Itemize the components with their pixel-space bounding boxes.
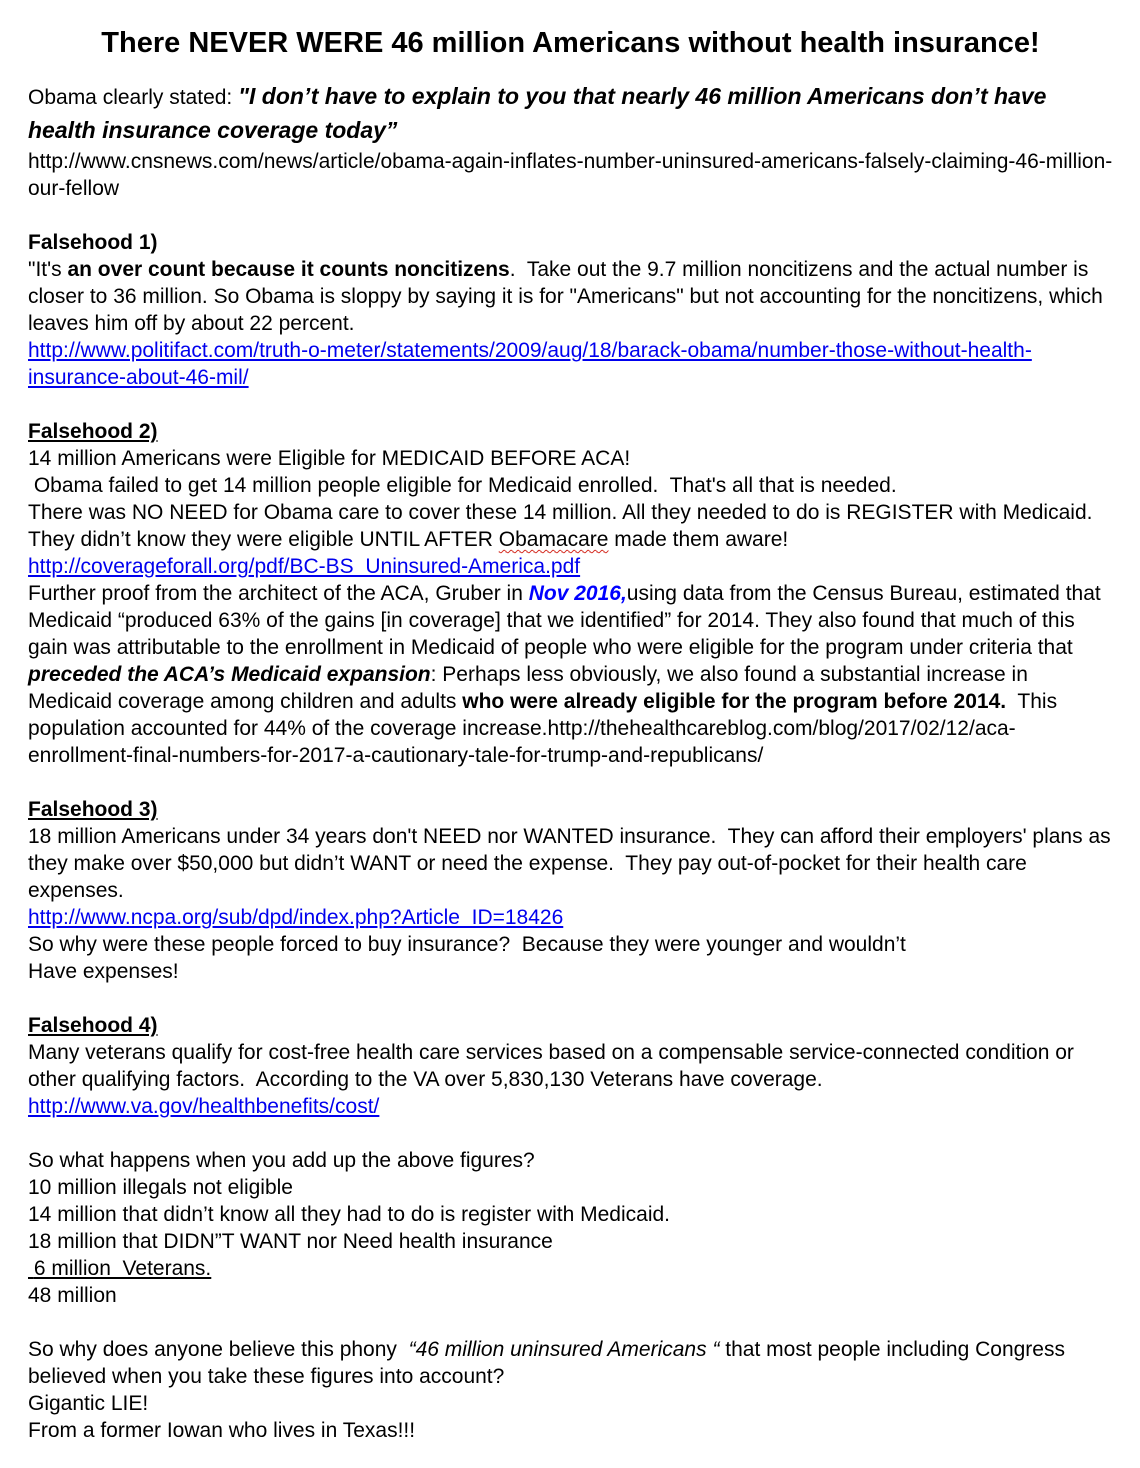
falsehood1-link-line xyxy=(28,337,1113,391)
intro-lead-text: Obama clearly stated: xyxy=(28,86,239,109)
falsehood2-link-line xyxy=(28,553,1113,580)
coverageforall-link[interactable]: http://coverageforall.org/pdf/BC-BS_Uninsured-America.pdf xyxy=(28,555,581,578)
falsehood4-heading: Falsehood 4) xyxy=(28,1014,158,1037)
summary-total: 48 million xyxy=(28,1284,117,1307)
summary-item-medicaid: 14 million that didn’t know all they had to do is register with Medicaid. xyxy=(28,1203,670,1226)
falsehood2-heading: Falsehood 2) xyxy=(28,420,158,443)
aca-expansion-bold-italic-run: preceded the ACA’s Medicaid expansion xyxy=(28,663,431,686)
intro-paragraph xyxy=(28,80,1113,148)
falsehood3-after-line2: Have expenses! xyxy=(28,960,179,983)
falsehood2-line2: Obama failed to get 14 million people eligible for Medicaid enrolled. That's all that is needed. xyxy=(28,474,897,497)
cnsnews-url-text: http://www.cnsnews.com/news/article/obama-again-inflates-number-uninsured-americans-falsely-claiming-46-million-our-fellow xyxy=(28,150,1113,200)
falsehood4-link-line xyxy=(28,1093,1113,1120)
summary-item-didnt-want: 18 million that DIDN”T WANT nor Need health insurance xyxy=(28,1230,553,1253)
falsehood3-link-line xyxy=(28,904,1113,931)
closing-lie-line: Gigantic LIE! xyxy=(28,1392,149,1415)
spacer xyxy=(28,391,1113,418)
falsehood2-line1: 14 million Americans were Eligible for MEDICAID BEFORE ACA! xyxy=(28,447,631,470)
summary-intro: So what happens when you add up the above figures? xyxy=(28,1149,535,1172)
ncpa-link[interactable]: http://www.ncpa.org/sub/dpd/index.php?Article_ID=18426 xyxy=(28,906,564,929)
spacer xyxy=(28,985,1113,1012)
falsehood2-further-paragraph: Further proof from the architect of the ACA, Gruber in Nov 2016,using data from the Census Bureau, estimated that Medicaid “produced 63% of the gains [in coverage] that we identified” for 2014. They also found that much of this gain was attributable to the enrollment in Medicaid of people who were eligible for the program under criteria that preceded the ACA’s Medicaid expansion: Perhaps less obviously, we also found a substantial increase in Medicaid coverage among children and adults who were already eligible for the program before 2014. This population accounted for 44% of the coverage increase.http://thehealthcareblog.com/blog/2017/02/12/aca-enrollment-final-numbers-for-2017-a-cautionary-tale-for-trump-and-republicans/ xyxy=(28,582,1107,767)
falsehood3-heading: Falsehood 3) xyxy=(28,798,158,821)
veterans-underlined-run: 6 million Veterans. xyxy=(28,1257,212,1280)
nov-2016-highlight: Nov 2016, xyxy=(528,582,627,605)
spacer xyxy=(28,769,1113,796)
closing-paragraph: So why does anyone believe this phony “46 million uninsured Americans “ that most people including Congress believed when you take these figures into account? xyxy=(28,1338,1071,1388)
obama-quote-text: "I don’t have to explain to you that nearly 46 million Americans don’t have health insurance coverage today” xyxy=(28,83,1053,143)
falsehood4-body: Many veterans qualify for cost-free health care services based on a compensable service-connected condition or other qualifying factors. According to the VA over 5,830,130 Veterans have coverage. xyxy=(28,1041,1080,1091)
falsehood1-bold-run: an over count because it counts noncitizens xyxy=(67,258,510,281)
politifact-link[interactable]: http://www.politifact.com/truth-o-meter/statements/2009/aug/18/barack-obama/number-those-without-health-insurance-about-46-mil/ xyxy=(28,339,1032,389)
falsehood3-body: 18 million Americans under 34 years don't NEED nor WANTED insurance. They can afford their employers' plans as they make over $50,000 but didn’t WANT or need the expense. They pay out-of-pocket for their health care expenses. xyxy=(28,825,1117,902)
va-link[interactable]: http://www.va.gov/healthbenefits/cost/ xyxy=(28,1095,380,1118)
spacer xyxy=(28,1309,1113,1336)
already-eligible-bold-run: who were already eligible for the program before 2014. xyxy=(462,690,1007,713)
summary-item-illegals: 10 million illegals not eligible xyxy=(28,1176,293,1199)
falsehood1-body: "It's an over count because it counts noncitizens. Take out the 9.7 million noncitizens and the actual number is closer to 36 million. So Obama is sloppy by saying it is for "Americans" but not accounting for the noncitizens, which leaves him off by about 22 percent. xyxy=(28,258,1109,335)
falsehood1-heading: Falsehood 1) xyxy=(28,231,158,254)
phony-quote-italic-run: “46 million uninsured Americans “ xyxy=(408,1338,726,1361)
summary-item-veterans xyxy=(28,1255,1113,1282)
falsehood2-line3: There was NO NEED for Obama care to cover these 14 million. All they needed to do is REGISTER with Medicaid. They didn’t know they were eligible UNTIL AFTER Obamacare made them aware! xyxy=(28,501,1104,551)
spacer xyxy=(28,202,1113,229)
misspelled-word: Obamacare xyxy=(498,528,609,551)
closing-signature-line: From a former Iowan who lives in Texas!!! xyxy=(28,1419,416,1442)
document-title: There NEVER WERE 46 million Americans without health insurance! xyxy=(101,27,1040,59)
healthcareblog-url-text: This population accounted for 44% of the coverage increase.http://thehealthcareblog.com/blog/2017/02/12/aca-enrollment-final-numbers-for-2017-a-cautionary-tale-for-trump-and-republicans/ xyxy=(28,690,1063,767)
falsehood3-after-line1: So why were these people forced to buy insurance? Because they were younger and wouldn’t xyxy=(28,933,906,956)
spacer xyxy=(28,1120,1113,1147)
